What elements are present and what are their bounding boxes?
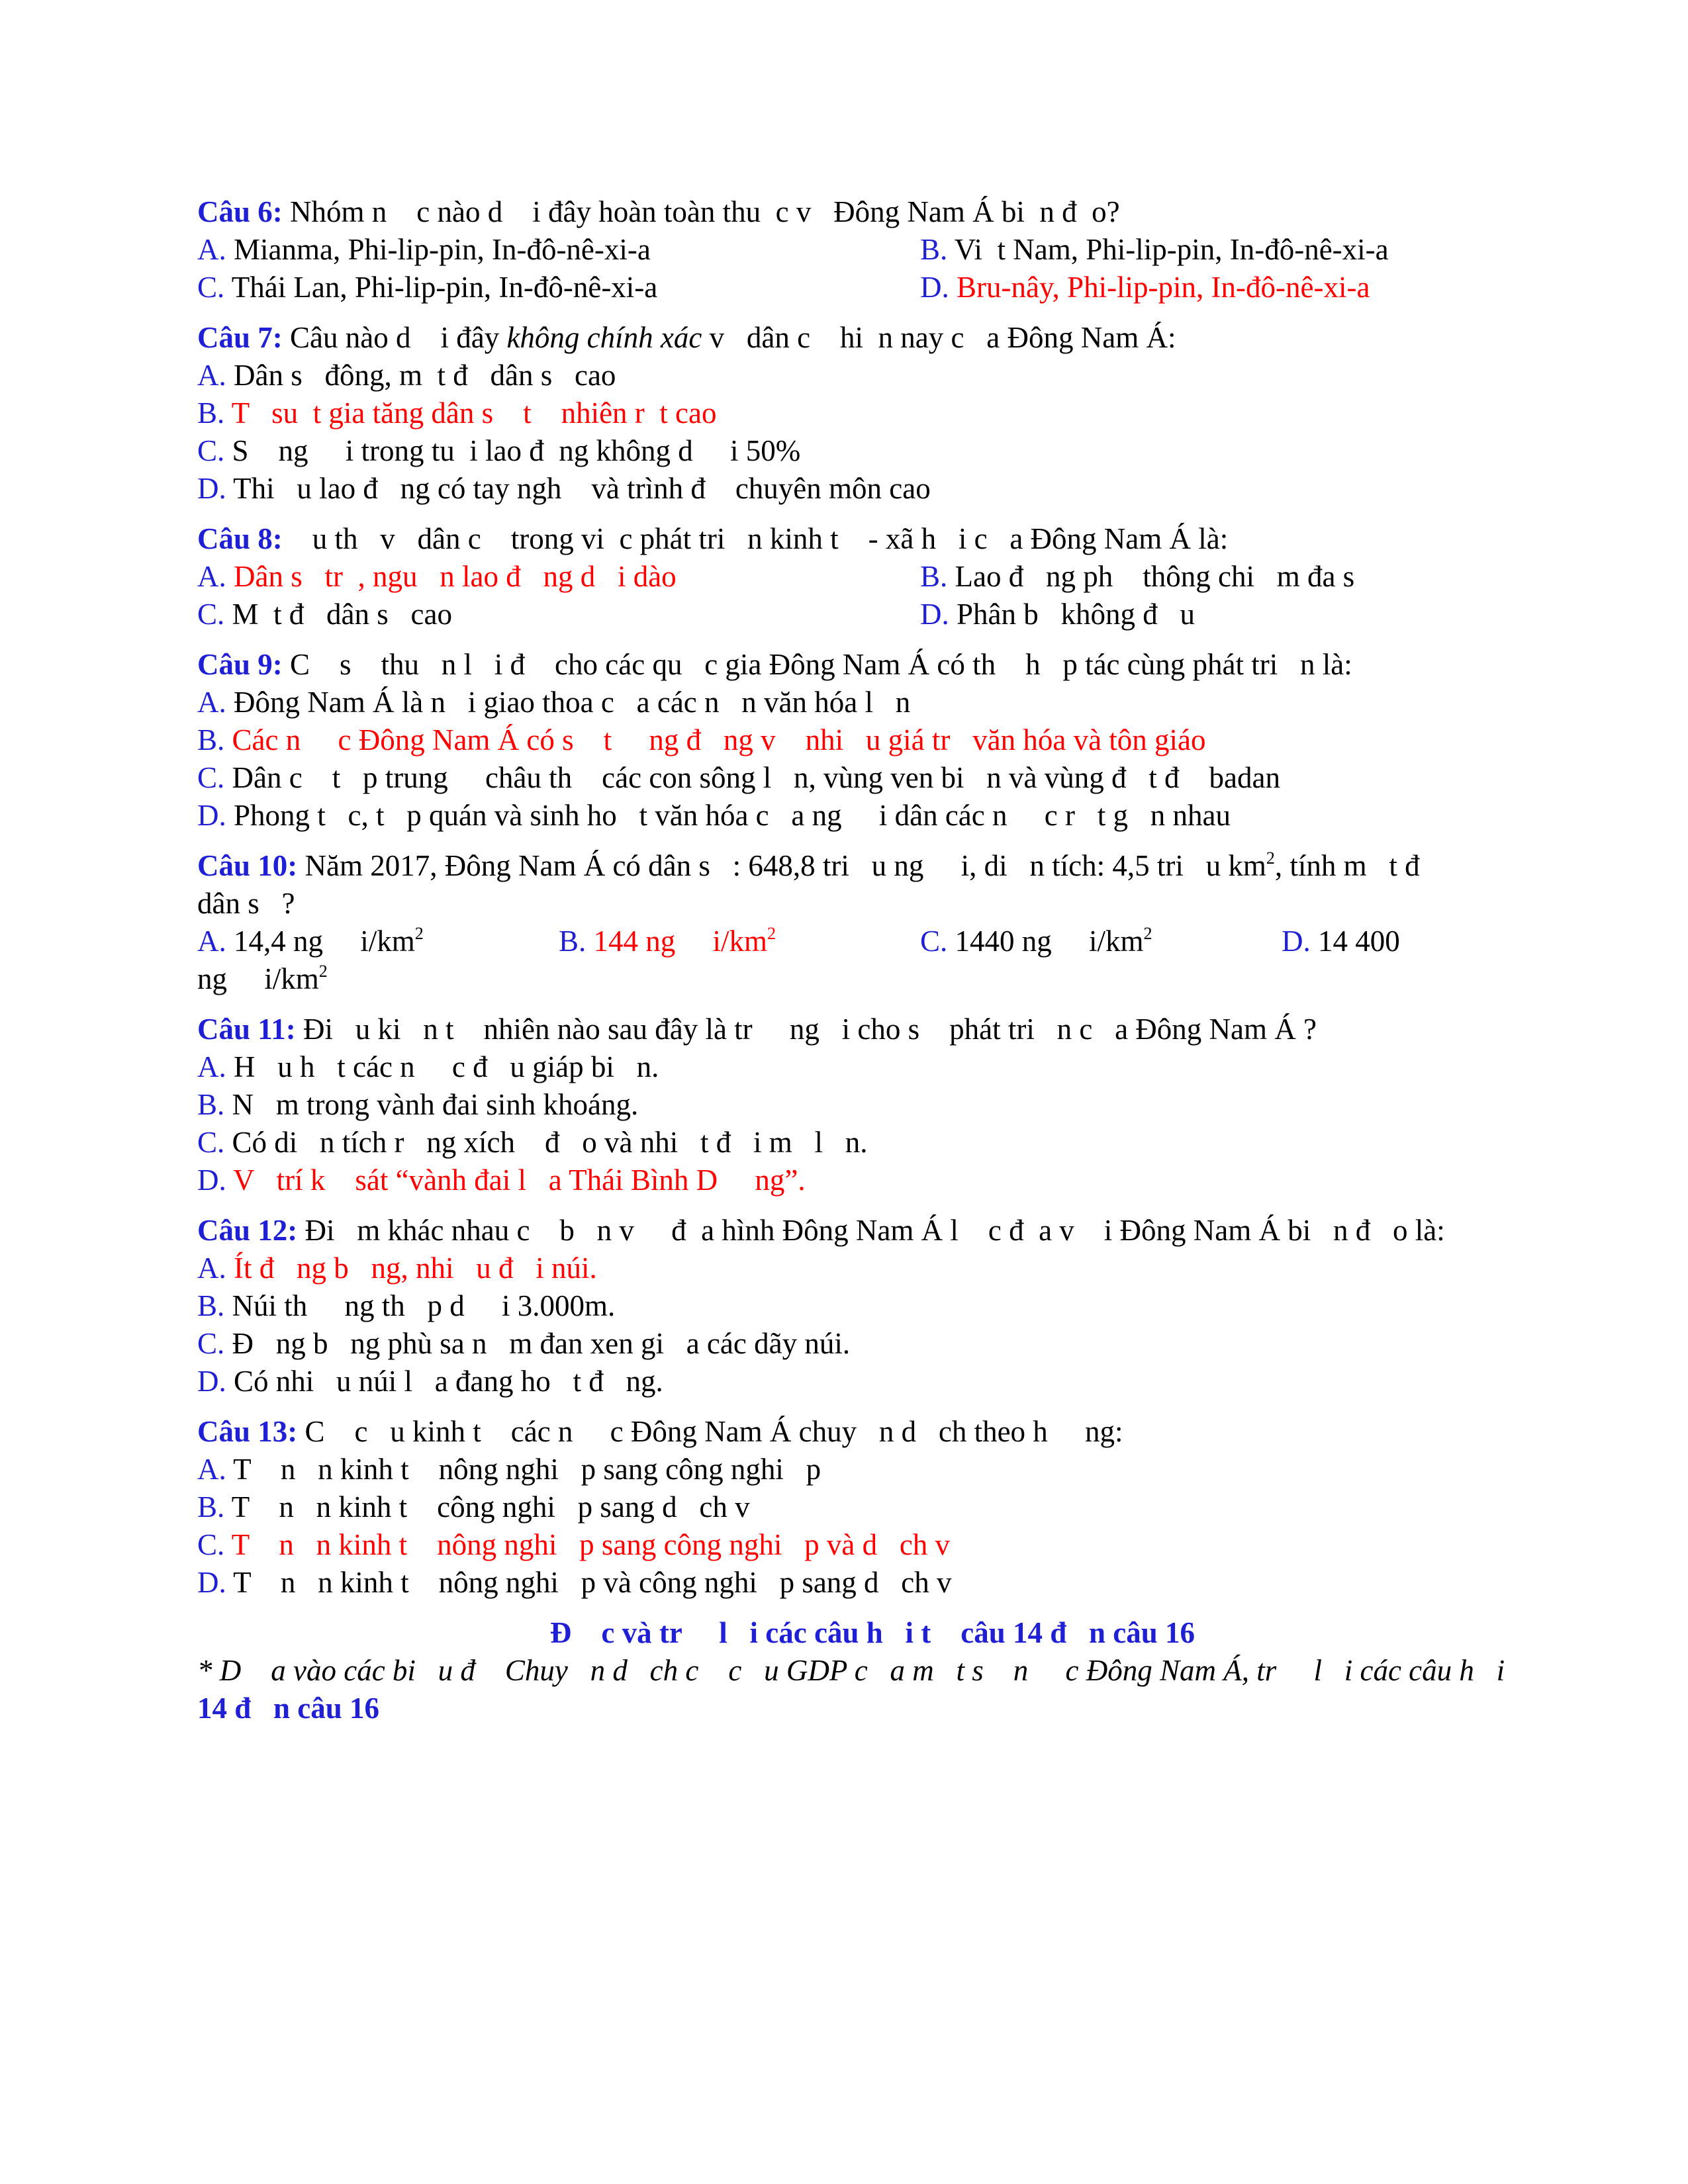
option-d-answer[interactable]: D. Bru-nây, Phi-lip-pin, In-đô-nê-xi-a bbox=[920, 271, 1370, 304]
option-b[interactable]: B. Lao đ ng ph thông chi m đa s bbox=[920, 560, 1355, 593]
option-b-answer[interactable]: B. T su t gia tăng dân s t nhiên r t cao bbox=[197, 396, 717, 430]
option-a[interactable]: A. T n n kinh t nông nghi p sang công nghi p bbox=[197, 1453, 821, 1486]
option-d-wrap: ng $i/km^2$ bbox=[197, 962, 328, 995]
section-heading: Đ c và tr l i các câu h i t câu 14 đ n câu 16 bbox=[549, 1616, 1196, 1649]
option-c[interactable]: C. 1440 ng $i/km^2$ bbox=[920, 924, 1152, 958]
option-d[interactable]: D. Phân b không đ u bbox=[920, 598, 1195, 631]
section-note-range: 14 đ n câu 16 bbox=[197, 1692, 380, 1725]
question-stem-line2: dân s ? bbox=[197, 887, 295, 920]
option-d-answer[interactable]: D. V trí k sát “vành đai l a Thái Bình D ng”. bbox=[197, 1163, 806, 1197]
question-label: Câu 12: bbox=[197, 1214, 298, 1247]
question-9: Câu 9: C s thu n l i đ cho các qu c gia Đông Nam Á có th h p tác cùng phát tri n là: A. Đông Nam Á là n i giao thoa c a các n n văn hóa l n B. Các n c Đông Nam Á có s t ng đ ng v nhi u giá tr văn hóa và tôn giáo C. Dân c t p trung châu th các con sông l n, vùng ven bi n và vùng đ t đ badan D. Phong t c, t p quán và sinh ho t văn hóa c a ng i dân các n c r t g n nhau bbox=[197, 646, 1548, 835]
option-d[interactable]: D. Thi u lao đ ng có tay ngh và trình đ chuyên môn cao bbox=[197, 472, 931, 505]
question-label: Câu 7: bbox=[197, 321, 283, 354]
option-a[interactable]: A. 14,4 ng $i/km^2$ bbox=[197, 924, 424, 958]
option-b[interactable]: B. Núi th ng th p d i 3.000m. bbox=[197, 1289, 616, 1322]
question-label: Câu 11: bbox=[197, 1013, 296, 1046]
option-b-answer[interactable]: B. Các n c Đông Nam Á có s t ng đ ng v nhi u giá tr văn hóa và tôn giáo bbox=[197, 723, 1206, 756]
question-label: Câu 6: bbox=[197, 195, 283, 228]
option-c[interactable]: C. M t đ dân s cao bbox=[197, 598, 452, 631]
option-b-answer[interactable]: B. 144 ng $i/km^2$ bbox=[559, 924, 776, 958]
option-b[interactable]: B. Vi t Nam, Phi-lip-pin, In-đô-nê-xi-a bbox=[920, 233, 1389, 266]
option-c-answer[interactable]: C. T n n kinh t nông nghi p sang công nghi p và d ch v bbox=[197, 1528, 951, 1561]
option-d[interactable]: D. Phong t c, t p quán và sinh ho t văn hóa c a ng i dân các n c r t g n nhau bbox=[197, 799, 1231, 832]
question-8: Câu 8: u th v dân c trong vi c phát tri n kinh t - xã h i c a Đông Nam Á là: A. Dân s tr , ngu n lao đ ng d i dào B. Lao đ ng ph thông chi m đa s C. M t đ dân s cao D. Phân b không đ u bbox=[197, 520, 1548, 633]
question-10: Câu 10: Năm 2017, Đông Nam Á có dân s : 648,8 tri u ng i, di n tích: 4,5 tri u $km^2$, tính m t đ dân s ? A. 14,4 ng $i/km^2$ B. 144 ng $i/km^2$ C. 1440 ng $i/km^2$ D. 14 400 ng $i/km^2$ bbox=[197, 847, 1548, 998]
option-a[interactable]: A. H u h t các n c đ u giáp bi n. bbox=[197, 1050, 659, 1083]
question-label: Câu 10: bbox=[197, 849, 298, 882]
option-d[interactable]: D. 14 400 bbox=[1282, 925, 1400, 958]
option-c[interactable]: C. Dân c t p trung châu th các con sông l n, vùng ven bi n và vùng đ t đ badan bbox=[197, 761, 1280, 794]
document-page bbox=[197, 193, 1548, 1727]
option-c[interactable]: C. S ng i trong tu i lao đ ng không d i 50% bbox=[197, 434, 801, 467]
option-a[interactable]: A. Mianma, Phi-lip-pin, In-đô-nê-xi-a bbox=[197, 233, 651, 266]
question-label: Câu 9: bbox=[197, 648, 283, 681]
option-b[interactable]: B. N m trong vành đai sinh khoáng. bbox=[197, 1088, 639, 1121]
option-d[interactable]: D. T n n kinh t nông nghi p và công nghi p sang d ch v bbox=[197, 1566, 952, 1599]
option-d[interactable]: D. Có nhi u núi l a đang ho t đ ng. bbox=[197, 1365, 663, 1398]
question-13: Câu 13: C c u kinh t các n c Đông Nam Á chuy n d ch theo h ng: A. T n n kinh t nông nghi p sang công nghi p B. T n n kinh t công nghi p sang d ch v C. T n n kinh t nông nghi p sang công nghi p và d ch v D. T n n kinh t nông nghi p và công nghi p sang d ch v bbox=[197, 1413, 1548, 1602]
option-c[interactable]: C. Có di n tích r ng xích đ o và nhi t đ i m l n. bbox=[197, 1126, 868, 1159]
question-12: Câu 12: Đi m khác nhau c b n v đ a hình Đông Nam Á l c đ a v i Đông Nam Á bi n đ o là: A. Ít đ ng b ng, nhi u đ i núi. B. Núi th ng th p d i 3.000m. C. Đ ng b ng phù sa n m đan xen gi a các dãy núi. D. Có nhi u núi l a đang ho t đ ng. bbox=[197, 1212, 1548, 1400]
option-a-answer[interactable]: A. Ít đ ng b ng, nhi u đ i núi. bbox=[197, 1251, 597, 1285]
option-b[interactable]: B. T n n kinh t công nghi p sang d ch v bbox=[197, 1490, 750, 1524]
option-c[interactable]: C. Thái Lan, Phi-lip-pin, In-đô-nê-xi-a bbox=[197, 271, 658, 304]
question-label: Câu 13: bbox=[197, 1415, 298, 1448]
option-a[interactable]: A. Đông Nam Á là n i giao thoa c a các n n văn hóa l n bbox=[197, 686, 911, 719]
section-note: * D a vào các bi u đ Chuy n d ch c c u GDP c a m t s n c Đông Nam Á, tr l i các câu h i bbox=[197, 1654, 1505, 1687]
question-6 bbox=[197, 193, 1548, 306]
option-a-answer[interactable]: A. Dân s tr , ngu n lao đ ng d i dào bbox=[197, 560, 677, 593]
question-label: Câu 8: bbox=[197, 522, 283, 555]
question-11: Câu 11: Đi u ki n t nhiên nào sau đây là tr ng i cho s phát tri n c a Đông Nam Á ? A. H u h t các n c đ u giáp bi n. B. N m trong vành đai sinh khoáng. C. Có di n tích r ng xích đ o và nhi t đ i m l n. D. V trí k sát “vành đai l a Thái Bình D ng”. bbox=[197, 1011, 1548, 1199]
option-a[interactable]: A. Dân s đông, m t đ dân s cao bbox=[197, 359, 616, 392]
question-7: Câu 7: Câu nào d i đây không chính xác v dân c hi n nay c a Đông Nam Á: A. Dân s đông, m t đ dân s cao B. T su t gia tăng dân s t nhiên r t cao C. S ng i trong tu i lao đ ng không d i 50% D. Thi u lao đ ng có tay ngh và trình đ chuyên môn cao bbox=[197, 319, 1548, 508]
stem-emphasis: không chính xác bbox=[506, 321, 702, 354]
question-stem: Nhóm n c nào d i đây hoàn toàn thu c v Đông Nam Á bi n đ o? bbox=[282, 195, 1120, 228]
option-c[interactable]: C. Đ ng b ng phù sa n m đan xen gi a các dãy núi. bbox=[197, 1327, 851, 1360]
